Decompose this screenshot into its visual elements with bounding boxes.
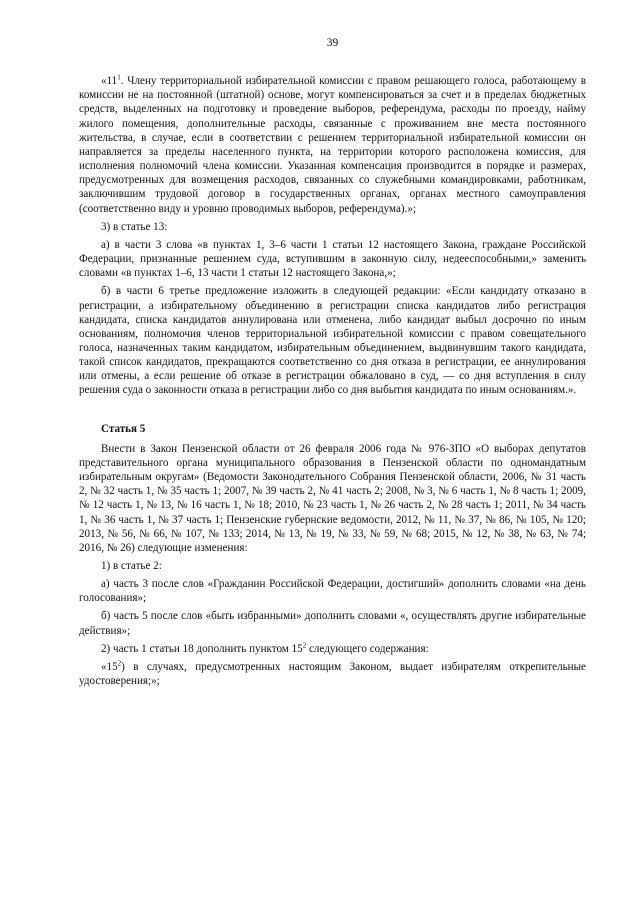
article-heading: Статья 5	[101, 422, 146, 435]
item-1a: а) часть 3 после слов «Гражданин Российской Федерации, достигший» дополнить словами «на день голосования»;	[79, 578, 586, 605]
paragraph-11-1	[79, 74, 586, 216]
item-3b: б) в части 6 третье предложение изложить в следующей редакции: «Если кандидату отказано в регистрации, а избирательному объединению в регистрации списка кандидатов либо регистрация кандидата, списка кандидатов аннулирована или отменена, либо кандидат выбыл досрочно по иным основаниям, полномочия членов территориальной избирательной комиссии с правом совещательного голоса, назначенных таким кандидатом, избирательным объединением, выдвинувшим такого кандидата, такой список кандидатов, прекращаются соответственно со дня отказа в регистрации, ее аннулирования или отмены, а если решение об отказе в регистрации обжаловано в суд, — со дня вступления в силу решения суда о законности отказа в регистрации либо со дня выбытия кандидата по иным основаниям.».	[79, 285, 586, 397]
item-2-after: следующего содержания:	[306, 642, 429, 655]
item-2	[79, 642, 586, 656]
item-15-2-sup: 2	[117, 659, 122, 668]
item-3a: а) в части 3 слова «в пунктах 1, 3–6 части 1 статьи 12 настоящего Закона, граждане Российской Федерации, признанные решением суда, вступившим в законную силу, недееспособными,» заменить словами «в пунктах 1–6, 13 части 1 статьи 12 настоящего Закона,»;	[79, 238, 586, 280]
page-number: 39	[326, 37, 339, 49]
item-2-sup: 2	[302, 641, 307, 650]
item-1b: б) часть 5 после слов «быть избранными» дополнить словами «, осуществлять другие избирательные действия»;	[79, 610, 586, 637]
article-intro: Внести в Закон Пензенской области от 26 февраля 2006 года № 976-ЗПО «О выборах депутатов представительного органа муниципального образования в Пензенской области по одномандатным избирательным округам» (Ведомости Законодательного Собрания Пензенской области, 2006, № 31 часть 2, № 32 часть 1, № 35 часть 1; 2007, № 39 часть 2, № 41 часть 2; 2008, № 3, № 6 часть 1, № 8 часть 1; 2009, № 12 часть 1, № 13, № 16 часть 1, № 18; 2010, № 23 часть 1, № 26 часть 2, № 28 часть 1; 2011, № 34 часть 1, № 36 часть 1, № 37 часть 1; Пензенские губернские ведомости, 2012, № 11, № 37, № 86, № 105, № 120; 2013, № 56, № 66, № 107, № 133; 2014, № 13, № 19, № 33, № 59, № 68; 2015, № 12, № 38, № 63, № 74; 2016, № 26) следующие изменения:	[79, 442, 586, 554]
item-15-2-text: ) в случаях, предусмотренных настоящим Законом, выдает избирателям открепительные удостоверения;»;	[79, 660, 586, 688]
item-15-2-open: «15	[101, 660, 118, 673]
paragraph-11-1-sup: 1	[117, 73, 121, 82]
paragraph-11-1-text: . Члену территориальной избирательной комиссии с правом решающего голоса, работающему в комиссии не на постоянной (штатной) основе, могут компенсироваться за счет и в пределах бюджетных средств, выделенных на подготовку и проведение выборов, референдума, расходы по проезду, найму жилого помещения, дополнительные расходы, связанные с проживанием вне места постоянного жительства, в случае, если в соответствии с решением территориальной избирательной комиссии он направляется за пределы населенного пункта, на территории которого расположена комиссия, для исполнения полномочий члена комиссии. Указанная компенсация производится в порядке и размерах, предусмотренных для возмещения расходов, связанных со служебными командировками, работникам, заключившим трудовой договор в государственных органах, органах местного самоуправления (соответственно виду и уровню проводимых выборов, референдума).»;	[79, 75, 586, 215]
item-3: 3) в статье 13:	[101, 220, 168, 233]
item-1: 1) в статье 2:	[101, 560, 162, 572]
paragraph-11-1-open: «11	[101, 75, 118, 88]
item-2-before: 2) часть 1 статьи 18 дополнить пунктом 15	[101, 642, 303, 655]
item-15-2	[79, 660, 586, 688]
